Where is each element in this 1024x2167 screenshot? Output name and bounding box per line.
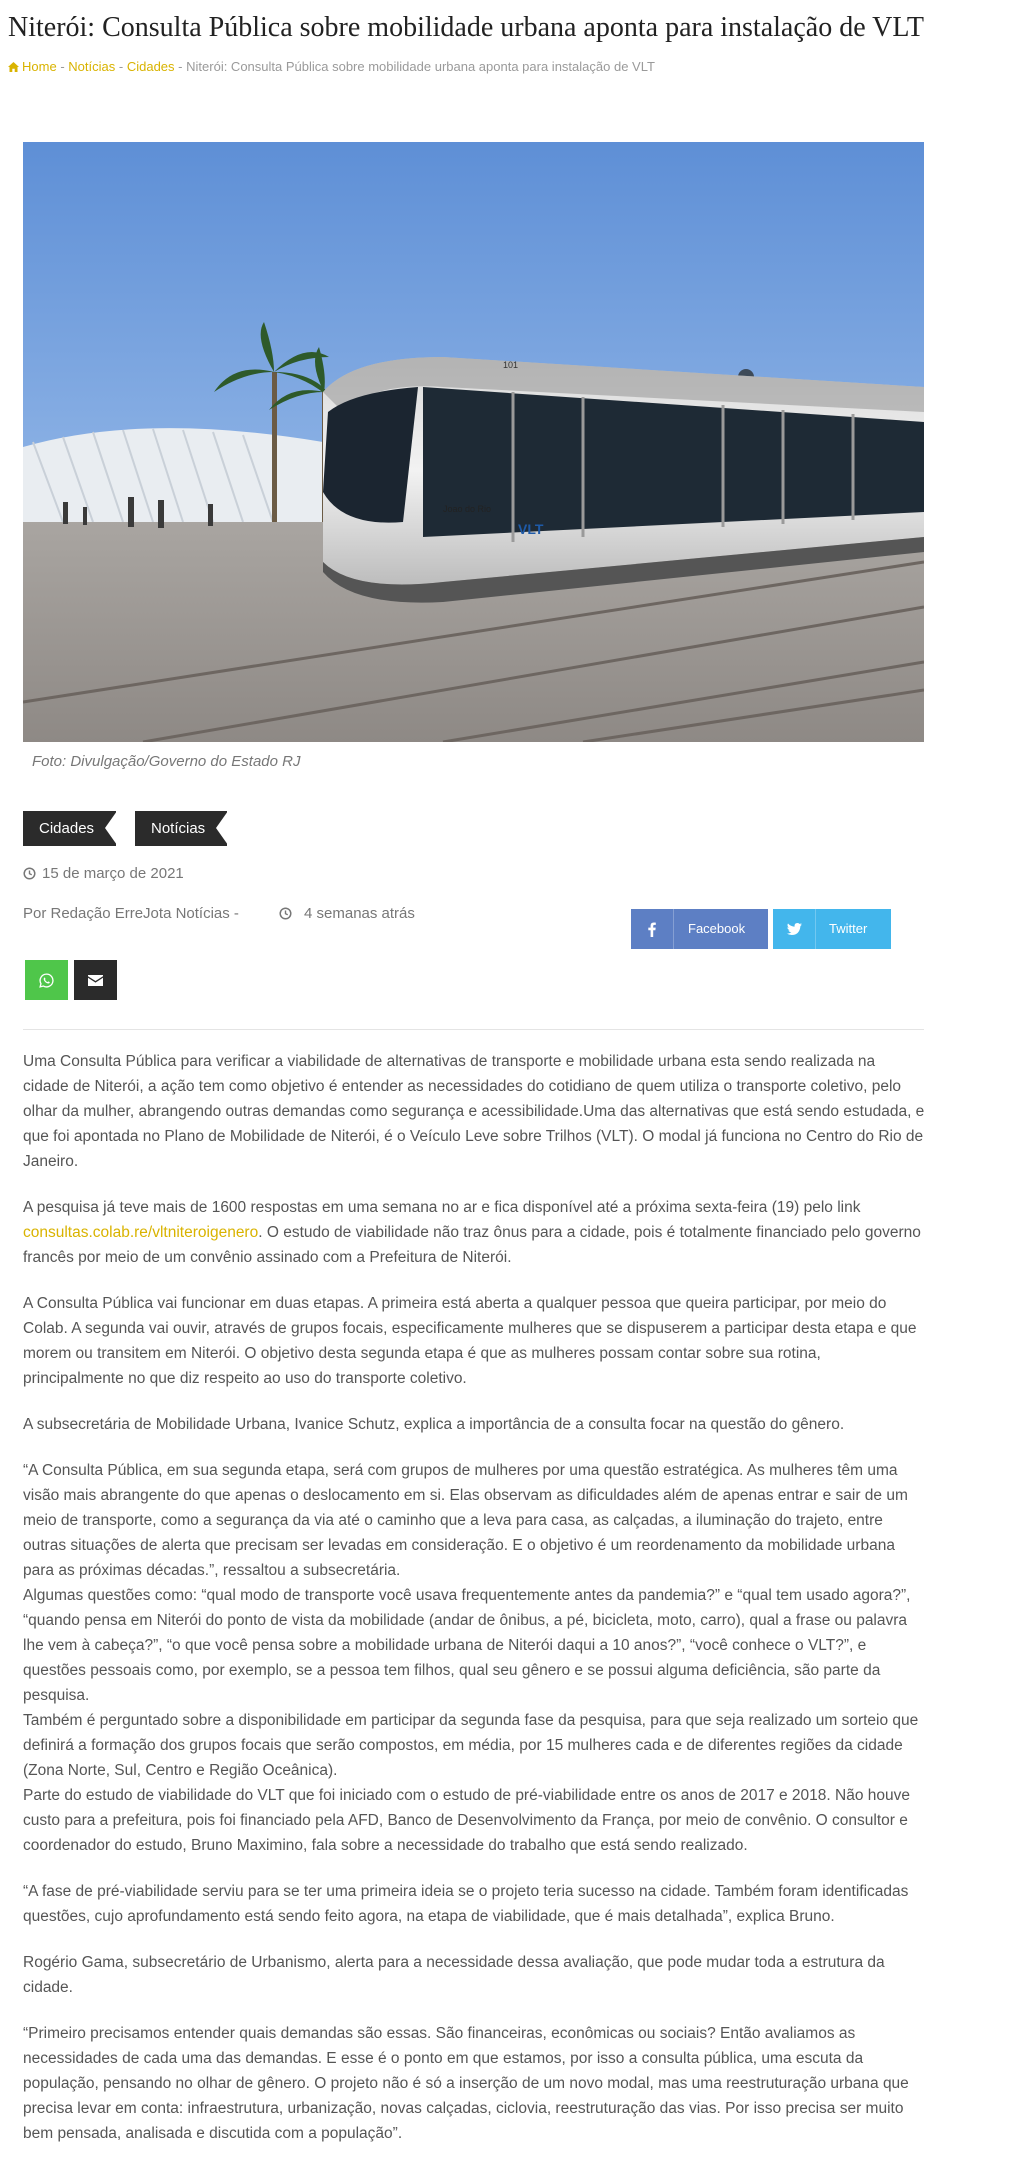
share-whatsapp-button[interactable] [25, 960, 68, 1000]
envelope-icon [88, 975, 103, 986]
article-paragraph: Parte do estudo de viabilidade do VLT que foi iniciado com o estudo de pré-viabilidade entre os anos de 2017 e 2018. Não houve custo para a prefeitura, pois foi financiado pela AFD, Banco de Desenvolvimento da França, por meio de convênio. O consultor e coordenador do estudo, Bruno Maximino, fala sobre a necessidade do trabalho que está sendo realizado. [23, 1787, 910, 1854]
article-paragraph: “A fase de pré-viabilidade serviu para se ter uma primeira ideia se o projeto teria sucesso na cidade. Também foram identificadas questões, cujo aprofundamento está sendo feito agora, na etapa de viabilidade, que é mais detalhada”, explica Bruno. [23, 1883, 909, 1925]
breadcrumb-separator: - [118, 59, 124, 74]
breadcrumb-noticias-link[interactable]: Notícias [68, 59, 116, 74]
hero-image [23, 142, 924, 742]
article-paragraph: Rogério Gama, subsecretário de Urbanismo, alerta para a necessidade dessa avaliação, que pode mudar toda a estrutura da cidade. [23, 1954, 885, 1996]
facebook-icon [631, 909, 674, 949]
post-date-text: 15 de março de 2021 [42, 865, 184, 882]
tram-name-text: Joao do Rio [443, 504, 492, 514]
article-paragraph: Uma Consulta Pública para verificar a viabilidade de alternativas de transporte e mobilidade urbana esta sendo realizada na cidade de Niterói, a ação tem como objetivo é entender as necessidades do cotidiano de quem utiliza o transporte coletivo, pelo olhar da mulher, abrangendo outras demandas como segurança e acessibilidade.Uma das alternativas que está sendo estudada, e que foi apontada no Plano de Mobilidade de Niterói, é o Veículo Leve sobre Trilhos (VLT). O modal já funciona no Centro do Rio de Janeiro. [23, 1053, 925, 1170]
article-paragraph: “A Consulta Pública, em sua segunda etapa, será com grupos de mulheres por uma questão estratégica. As mulheres têm uma visão mais abrangente do que apenas o deslocamento em si. Elas observam as dificuldades além de apenas entrar e sair de um meio de transporte, como a segurança da via até o caminho que a leva para casa, as calçadas, a iluminação do trajeto, entre outras situações de alerta que precisam ser levadas em consideração. E o objetivo é um reordenamento da mobilidade urbana para as próximas décadas.”, ressaltou a subsecretária. [23, 1462, 908, 1579]
article-body [23, 1049, 925, 2167]
clock-icon [23, 867, 36, 880]
tram-number-text: 101 [503, 360, 519, 370]
breadcrumb [8, 58, 655, 76]
share-twitter-label: Twitter [829, 921, 868, 936]
tram-logo-text: VLT [518, 521, 544, 537]
breadcrumb-separator: - [178, 59, 183, 74]
whatsapp-icon [39, 973, 54, 988]
clock-icon [279, 907, 292, 920]
content-divider [23, 1029, 924, 1030]
post-relative-time [279, 905, 415, 922]
article-paragraph [23, 1195, 925, 1270]
share-twitter-button[interactable] [773, 909, 891, 949]
article-paragraph: A Consulta Pública vai funcionar em duas etapas. A primeira está aberta a qualquer pessoa que queira participar, por meio do Colab. A segunda vai ouvir, através de grupos focais, especificamente mulheres que se dispuserem a participar desta etapa e que morem ou transitem em Niterói. O objetivo desta segunda etapa é que as mulheres possam contar sobre sua rotina, principalmente no que diz respeito ao uso do transporte coletivo. [23, 1295, 917, 1387]
breadcrumb-separator: - [60, 59, 65, 74]
share-facebook-button[interactable] [631, 909, 768, 949]
image-caption: Foto: Divulgação/Governo do Estado RJ [32, 753, 301, 770]
breadcrumb-cidades-link[interactable]: Cidades [126, 59, 175, 74]
share-facebook-label: Facebook [688, 921, 746, 936]
twitter-icon [773, 909, 816, 949]
breadcrumb-current: Niterói: Consulta Pública sobre mobilidade urbana aponta para instalação de VLT [186, 59, 655, 74]
article-paragraph: Também é perguntado sobre a disponibilidade em participar da segunda fase da pesquisa, para que seja realizado um sorteio que definirá a formação dos grupos focais que serão compostos, em média, por 15 mulheres cada e de diferentes regiões da cidade (Zona Norte, Sul, Centro e Região Oceânica). [23, 1712, 919, 1779]
article-paragraph: A subsecretária de Mobilidade Urbana, Ivanice Schutz, explica a importância de a consulta focar na questão do gênero. [23, 1416, 845, 1433]
article-text: A pesquisa já teve mais de 1600 respostas em uma semana no ar e fica disponível até a próxima sexta-feira (19) pelo link [23, 1199, 861, 1216]
breadcrumb-home-label: Home [22, 59, 57, 74]
home-icon [8, 62, 19, 72]
breadcrumb-home-link[interactable] [8, 59, 57, 74]
post-author: Por Redação ErreJota Notícias - [23, 905, 239, 922]
share-email-button[interactable] [74, 960, 117, 1000]
post-relative-time-text: 4 semanas atrás [304, 905, 415, 922]
article-paragraph: “Primeiro precisamos entender quais demandas são essas. São financeiras, econômicas ou sociais? Então avaliamos as necessidades de cada uma das demandas. E esse é o ponto em que estamos, por isso a consulta pública, uma escuta da população, pensando no olhar de gênero. O projeto não é só a inserção de um novo modal, mas uma reestruturação urbana que precisa levar em conta: infraestrutura, urbanização, novas calçadas, ciclovia, reestruturação das vias. Por isso precisa ser muito bem pensada, analisada e discutida com a população”. [23, 2025, 909, 2142]
tag-noticias[interactable]: Notícias [135, 811, 227, 846]
vlt-tram-photo [23, 142, 924, 742]
page-title: Niterói: Consulta Pública sobre mobilidade urbana aponta para instalação de VLT [8, 12, 924, 43]
article-text: . O estudo de viabilidade não traz ônus para a cidade, pois é totalmente financiado pelo governo francês por meio de um convênio assinado com a Prefeitura de Niterói. [23, 1224, 921, 1266]
survey-link[interactable]: consultas.colab.re/vltniteroigenero [23, 1224, 259, 1241]
post-date [23, 865, 184, 882]
article-paragraph: Algumas questões como: “qual modo de transporte você usava frequentemente antes da pandemia?” e “qual tem usado agora?”, “quando pensa em Niterói do ponto de vista da mobilidade (andar de ônibus, a pé, bicicleta, moto, carro), qual a frase ou palavra lhe vem à cabeça?”, “o que você pensa sobre a mobilidade urbana de Niterói daqui a 10 anos?”, “você conhece o VLT?”, e questões pessoais como, por exemplo, se a pessoa tem filhos, qual seu gênero e se possui alguma deficiência, são parte da pesquisa. [23, 1587, 911, 1704]
tag-cidades[interactable]: Cidades [23, 811, 116, 846]
